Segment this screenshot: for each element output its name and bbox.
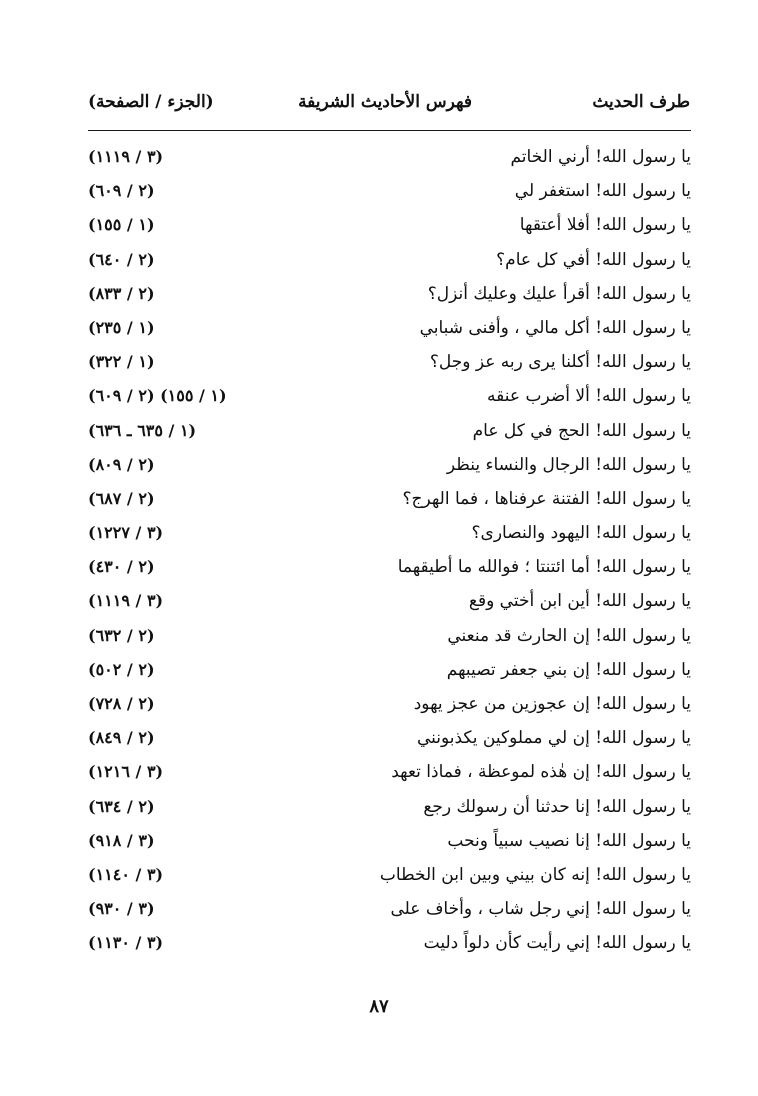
- volume-page-ref: (٢ / ٨٣٣): [88, 283, 155, 303]
- hadith-text: يا رسول الله! أما ائتنتا ؛ فوالله ما أطيقهما: [397, 557, 691, 578]
- hadith-text: يا رسول الله! أفلا أعتقها: [519, 215, 691, 236]
- volume-page-ref: (٣ / ١١١٩): [88, 147, 164, 166]
- volume-page-ref: (١ / ٦٣٥ ـ ٦٣٦): [88, 420, 197, 440]
- hadith-text: يا رسول الله! الحج في كل عام: [472, 420, 691, 441]
- volume-page-ref: (٣ / ١١٤٠): [88, 864, 164, 884]
- volume-page-ref: (١ / ١٥٥): [88, 215, 155, 235]
- hadith-text: يا رسول الله! اليهود والنصارى؟: [471, 523, 691, 544]
- hadith-text: يا رسول الله! إنا نصيب سبياً ونحب: [447, 830, 691, 851]
- index-entry: [88, 382, 691, 416]
- index-entry: [88, 348, 691, 382]
- hadith-text: يا رسول الله! إن عجوزين من عجز يهود: [413, 694, 691, 714]
- index-entry: [88, 587, 691, 621]
- hadith-text: يا رسول الله! أفي كل عام؟: [496, 249, 691, 270]
- hadith-text: يا رسول الله! إن لي مملوكين يكذبونني: [416, 728, 691, 749]
- index-entry: [88, 177, 691, 211]
- volume-page-ref: (٢ / ٨٤٩): [88, 728, 155, 748]
- hadith-text: يا رسول الله! أكل مالي ، وأفنى شبابي: [419, 317, 691, 338]
- volume-page-ref: (٢ / ٨٠٩): [88, 454, 155, 474]
- index-entry: [88, 246, 691, 280]
- volume-page-ref: (٢ / ٧٢٨): [88, 694, 155, 713]
- index-entry: [88, 485, 691, 519]
- index-entry: [88, 519, 691, 553]
- hadith-text: يا رسول الله! أقرأ عليك وعليك أنزل؟: [427, 283, 691, 304]
- volume-page-ref: (٢ / ٦٣٢): [88, 625, 155, 645]
- volume-page-ref: (٢ / ٥٠٢): [88, 659, 155, 679]
- index-entry: [88, 793, 691, 827]
- page-header: [88, 92, 690, 122]
- hadith-text: يا رسول الله! أرني الخاتم: [510, 147, 691, 167]
- hadith-text: يا رسول الله! الفتنة عرفناها ، فما الهرج؟: [402, 488, 691, 509]
- hadith-text: يا رسول الله! استغفر لي: [514, 181, 691, 202]
- volume-page-ref: (٢ / ٦٤٠): [88, 249, 155, 269]
- index-entry: [88, 622, 691, 656]
- hadith-text: يا رسول الله! إن هٰذه لموعظة ، فماذا تعهد: [391, 762, 691, 783]
- index-entry: [88, 451, 691, 485]
- running-title: فهرس الأحاديث الشريفة: [298, 92, 472, 112]
- hadith-text: يا رسول الله! إنه كان بيني وبين ابن الخطاب: [379, 864, 691, 885]
- index-entry: [88, 895, 691, 929]
- index-entry: [88, 861, 691, 895]
- hadith-text: يا رسول الله! إني رجل شاب ، وأخاف على: [390, 899, 691, 920]
- index-entry: [88, 553, 691, 587]
- index-entry: [88, 827, 691, 861]
- index-entry: [88, 143, 691, 177]
- column-title-volume-page: (الجزء / الصفحة): [88, 92, 214, 112]
- volume-page-ref: (١ / ١٥٥) (٢ / ٦٠٩): [88, 386, 227, 406]
- index-entry: [88, 758, 691, 792]
- hadith-text: يا رسول الله! أكلنا يرى ربه عز وجل؟: [429, 352, 691, 373]
- index-entry: [88, 280, 691, 314]
- volume-page-ref: (٢ / ٦٠٩): [88, 181, 155, 201]
- volume-page-ref: (٣ / ١٢٢٧): [88, 523, 164, 543]
- index-entry: [88, 724, 691, 758]
- index-entry: [88, 656, 691, 690]
- volume-page-ref: (١ / ٣٢٢): [88, 352, 155, 372]
- column-title-hadith-start: طرف الحديث: [592, 92, 690, 112]
- volume-page-ref: (٢ / ٦٨٧): [88, 488, 155, 508]
- hadith-text: يا رسول الله! إني رأيت كأن دلواً دليت: [423, 933, 691, 954]
- page-number: ٨٧: [369, 996, 389, 1017]
- hadith-index-list: [88, 143, 691, 964]
- volume-page-ref: (٢ / ٦٣٤): [88, 796, 155, 816]
- volume-page-ref: (٣ / ١٢١٦): [88, 762, 164, 782]
- volume-page-ref: (٢ / ٤٣٠): [88, 557, 155, 577]
- volume-page-ref: (٣ / ٩٣٠): [88, 899, 155, 919]
- volume-page-ref: (١ / ٢٣٥): [88, 317, 155, 337]
- index-entry: [88, 417, 691, 451]
- volume-page-ref: (٣ / ١١١٩): [88, 591, 164, 611]
- index-entry: [88, 929, 691, 963]
- hadith-text: يا رسول الله! إن الحارث قد منعني: [447, 625, 691, 646]
- index-entry: [88, 690, 691, 724]
- header-rule: [88, 130, 691, 131]
- hadith-text: يا رسول الله! إن بني جعفر تصيبهم: [446, 659, 691, 680]
- volume-page-ref: (٣ / ٩١٨): [88, 830, 155, 850]
- hadith-text: يا رسول الله! الرجال والنساء ينظر: [446, 454, 691, 475]
- index-entry: [88, 211, 691, 245]
- index-entry: [88, 314, 691, 348]
- hadith-text: يا رسول الله! أين ابن أختي وقع: [468, 591, 691, 612]
- hadith-text: يا رسول الله! ألا أضرب عنقه: [487, 386, 691, 407]
- volume-page-ref: (٣ / ١١٣٠): [88, 933, 164, 953]
- hadith-text: يا رسول الله! إنا حدثنا أن رسولك رجع: [423, 796, 691, 817]
